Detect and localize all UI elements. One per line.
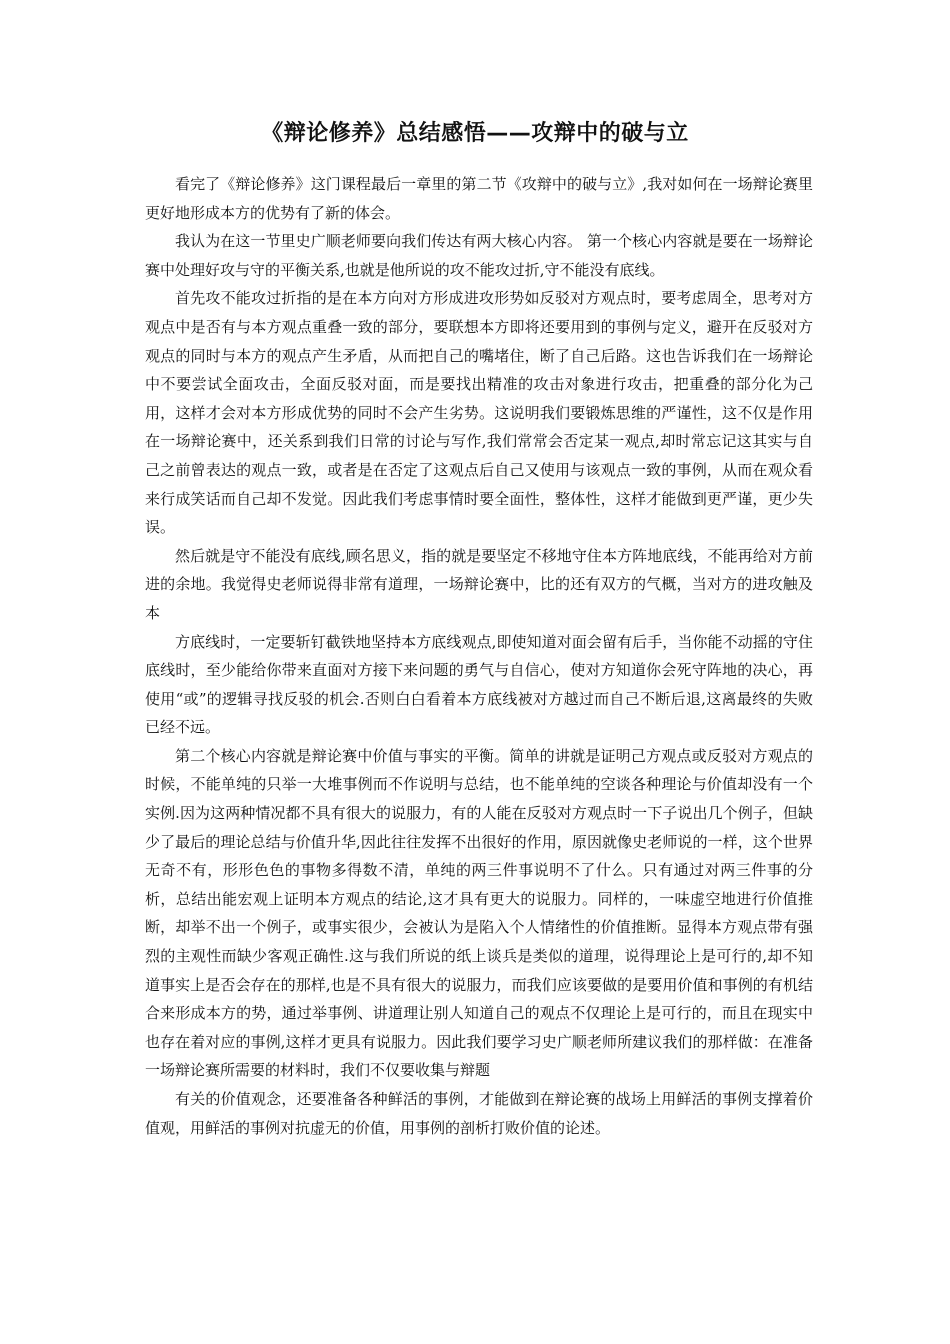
paragraph-defense: 然后就是守不能没有底线,顾名思义，指的就是要坚定不移地守住本方阵地底线，不能再给对方前进的余地。我觉得史老师说得非常有道理，一场辩论赛中，比的还有双方的气概，当对方的进攻触及本 xyxy=(145,546,813,622)
paragraph-core-ideas: 我认为在这一节里史广顺老师要向我们传达有两大核心内容。 第一个核心内容就是要在一场辩论赛中处理好攻与守的平衡关系,也就是他所说的攻不能攻过折,守不能没有底线。 xyxy=(145,232,813,279)
paragraph-intro: 看完了《辩论修养》这门课程最后一章里的第二节《攻辩中的破与立》,我对如何在一场辩论赛里更好地形成本方的优势有了新的体会。 xyxy=(145,175,813,222)
paragraph-value-fact: 第二个核心内容就是辩论赛中价值与事实的平衡。简单的讲就是证明己方观点或反驳对方观点的时候，不能单纯的只举一大堆事例而不作说明与总结，也不能单纯的空谈各种理论与价值却没有一个实例.因为这两种情况都不具有很大的说服力，有的人能在反驳对方观点时一下子说出几个例子，但缺少了最后的理论总结与价值升华,因此往往发挥不出很好的作用，原因就像史老师说的一样，这个世界无奇不有，形形色色的事物多得数不清，单纯的两三件事说明不了什么。只有通过对两三件事的分析，总结出能宏观上证明本方观点的结论,这才具有更大的说服力。同样的，一味虚空地进行价值推断，却举不出一个例子，或事实很少，会被认为是陷入个人情绪性的价值推断。显得本方观点带有强烈的主观性而缺少客观正确性.这与我们所说的纸上谈兵是类似的道理，说得理论上是可行的,却不知道事实上是否会存在的那样,也是不具有很大的说服力，而我们应该要做的是要用价值和事例的有机结合来形成本方的势，通过举事例、讲道理让别人知道自己的观点不仅理论上是可行的，而且在现实中也存在着对应的事例,这样才更具有说服力。因此我们要学习史广顺老师所建议我们的那样做：在准备一场辩论赛所需要的材料时，我们不仅要收集与辩题 xyxy=(145,746,813,1080)
document-body xyxy=(145,170,813,1142)
paragraph-conclusion: 有关的价值观念，还要准备各种鲜活的事例，才能做到在辩论赛的战场上用鲜活的事例支撑着价值观，用鲜活的事例对抗虚无的价值，用事例的剖析打败价值的论述。 xyxy=(145,1090,813,1137)
paragraph-attack: 首先攻不能攻过折指的是在本方向对方形成进攻形势如反驳对方观点时，要考虑周全，思考对方观点中是否有与本方观点重叠一致的部分，要联想本方即将还要用到的事例与定义，避开在反驳对方观点的同时与本方的观点产生矛盾，从而把自己的嘴堵住，断了自己后路。这也告诉我们在一场辩论中不要尝试全面攻击，全面反驳对面，而是要找出精准的攻击对象进行攻击，把重叠的部分化为己用，这样才会对本方形成优势的同时不会产生劣势。这说明我们要锻炼思维的严谨性，这不仅是作用在一场辩论赛中，还关系到我们日常的讨论与写作,我们常常会否定某一观点,却时常忘记这其实与自己之前曾表达的观点一致，或者是在否定了这观点后自己又使用与该观点一致的事例，从而在观众看来行成笑话而自己却不发觉。因此我们考虑事情时要全面性，整体性，这样才能做到更严谨，更少失误。 xyxy=(145,289,813,537)
document-title: 《辩论修养》总结感悟——攻辩中的破与立 xyxy=(261,121,689,146)
paragraph-defense-continued: 方底线时，一定要斩钉截铁地坚持本方底线观点,即使知道对面会留有后手，当你能不动摇的守住底线时，至少能给你带来直面对方接下来问题的勇气与自信心，使对方知道你会死守阵地的决心，再使用“或”的逻辑寻找反驳的机会.否则白白看着本方底线被对方越过而自己不断后退,这离最终的失败已经不远。 xyxy=(145,632,813,737)
